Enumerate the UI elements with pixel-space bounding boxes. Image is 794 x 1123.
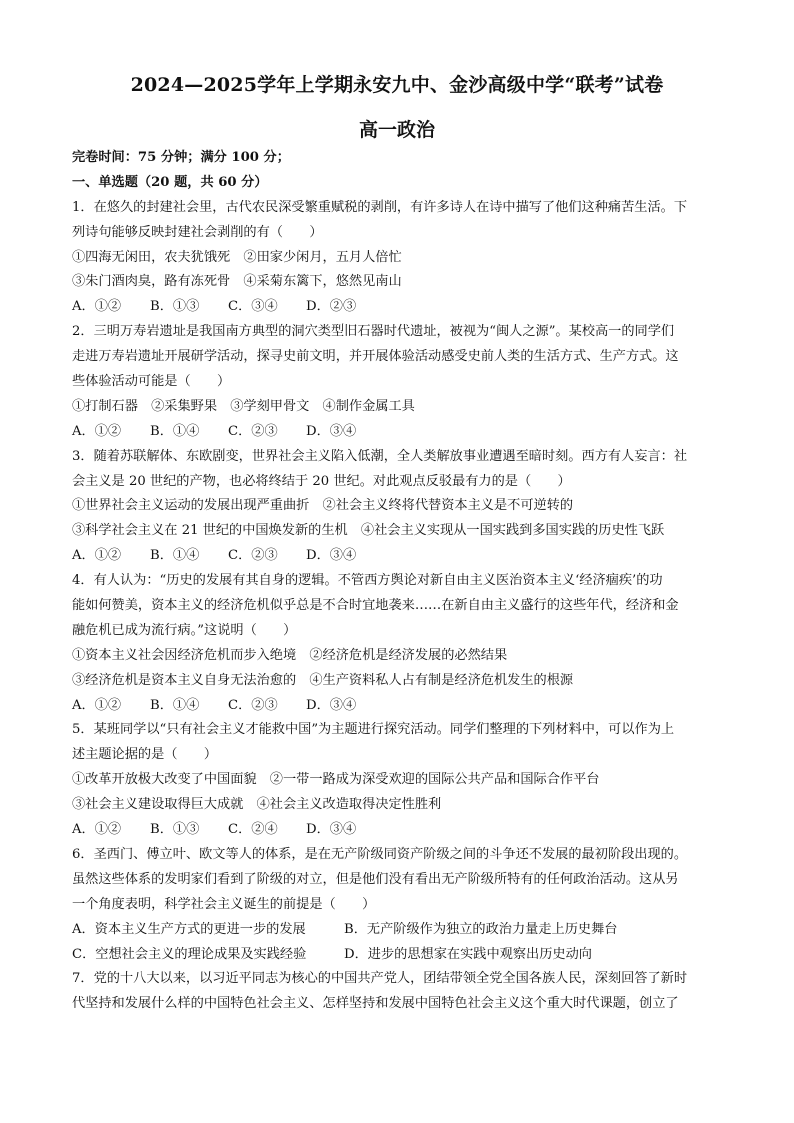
question-stem-line: 能如何赞美，资本主义的经济危机似乎总是不合时宜地袭来……在新自由主义盛行的这些年代，经济和金 — [72, 598, 679, 614]
subject-title: 高一政治 — [358, 119, 435, 141]
options-row — [72, 295, 734, 320]
question-stem-line: 列诗句能够反映封建社会剥削的有（ ） — [72, 224, 323, 240]
options-row — [72, 818, 734, 843]
question-2 — [72, 320, 734, 444]
option-b: B．①④ — [150, 548, 200, 564]
statement-line: ①打制石器 ②采集野果 ③学刻甲骨文 ④制作金属工具 — [72, 398, 415, 414]
question-stem-line: 2．三明万寿岩遗址是我国南方典型的洞穴类型旧石器时代遗址，被视为“闽人之源”。某校高一的同学们 — [72, 324, 675, 340]
question-stem-line: 5．某班同学以“只有社会主义才能救中国”为主题进行探究活动。同学们整理的下列材料中，可以作为上 — [72, 722, 675, 738]
question-1 — [72, 196, 734, 320]
options-row — [72, 420, 734, 445]
option-a: A．①② — [72, 299, 122, 315]
question-stem-line: 些体验活动可能是（ ） — [72, 374, 231, 390]
question-stem-line: 1．在悠久的封建社会里，古代农民深受繁重赋税的剥削，有许多诗人在诗中描写了他们这种痛苦生活。下 — [72, 199, 688, 215]
options-row — [72, 694, 734, 719]
question-7 — [72, 967, 734, 1017]
option-d: D．进步的思想家在实践中观察出历史动向 — [344, 946, 592, 962]
option-c: C．②③ — [228, 697, 278, 713]
exam-body — [72, 146, 734, 1017]
option-a: A．①② — [72, 822, 122, 838]
option-b: B．①④ — [150, 423, 200, 439]
statement-line: ①资本主义社会因经济危机而步入绝境 ②经济危机是经济发展的必然结果 — [72, 647, 508, 663]
option-d: D．③④ — [306, 548, 357, 564]
statement-line: ③朱门酒肉臭，路有冻死骨 ④采菊东篱下，悠然见南山 — [72, 274, 402, 290]
options-row — [72, 943, 734, 968]
exam-info: 完卷时间：75 分钟；满分 100 分； — [72, 150, 290, 165]
option-b: B．①③ — [150, 822, 200, 838]
option-c: C．②③ — [228, 548, 278, 564]
option-d: D．②③ — [306, 299, 357, 315]
statement-line: ①改革开放极大改变了中国面貌 ②一带一路成为深受欢迎的国际公共产品和国际合作平台 — [72, 772, 600, 788]
statement-line: ③社会主义建设取得巨大成就 ④社会主义改造取得决定性胜利 — [72, 797, 442, 813]
statement-line: ③科学社会主义在 21 世纪的中国焕发新的生机 ④社会主义实现从一国实践到多国实践的历史性飞跃 — [72, 523, 665, 539]
question-stem-line: 3．随着苏联解体、东欧剧变，世界社会主义陷入低潮，全人类解放事业遭遇至暗时刻。西方有人妄言：社 — [72, 448, 688, 464]
question-5 — [72, 718, 734, 842]
option-a: A．①② — [72, 697, 122, 713]
question-3 — [72, 445, 734, 569]
statement-line: ③经济危机是资本主义自身无法治愈的 ④生产资料私人占有制是经济危机发生的根源 — [72, 672, 574, 688]
exam-title: 2024—2025学年上学期永安九中、金沙高级中学“联考”试卷 — [130, 74, 664, 96]
option-d: D．③④ — [306, 697, 357, 713]
option-a: A．资本主义生产方式的更进一步的发展 — [72, 921, 306, 937]
option-c: C．②③ — [228, 423, 278, 439]
statement-line: ①四海无闲田，农夫犹饿死 ②田家少闲月，五月人倍忙 — [72, 249, 402, 265]
option-c: C．空想社会主义的理论成果及实践经验 — [72, 946, 307, 962]
question-stem-line: 一个角度表明，科学社会主义诞生的前提是（ ） — [72, 896, 376, 912]
option-a: A．①② — [72, 423, 122, 439]
statement-line: ①世界社会主义运动的发展出现严重曲折 ②社会主义终将代替资本主义是不可逆转的 — [72, 498, 574, 514]
question-stem-line: 代坚持和发展什么样的中国特色社会主义、怎样坚持和发展中国特色社会主义这个重大时代课题，创立了 — [72, 996, 679, 1012]
question-stem-line: 虽然这些体系的发明家们看到了阶级的对立，但是他们没有看出无产阶级所特有的任何政治活动。这从另 — [72, 871, 679, 887]
question-stem-line: 走进万寿岩遗址开展研学活动，探寻史前文明，并开展体验活动感受史前人类的生活方式、生产方式。这 — [72, 349, 679, 365]
question-4 — [72, 569, 734, 718]
option-c: C．③④ — [228, 299, 278, 315]
question-6 — [72, 843, 734, 967]
question-stem-line: 7．党的十八大以来，以习近平同志为核心的中国共产党人，团结带领全党全国各族人民，深刻回答了新时 — [72, 971, 688, 987]
option-d: D．③④ — [306, 822, 357, 838]
question-stem-line: 融危机已成为流行病。”这说明（ ） — [72, 622, 297, 638]
options-row — [72, 544, 734, 569]
option-a: A．①② — [72, 548, 122, 564]
option-b: B．无产阶级作为独立的政治力量走上历史舞台 — [344, 921, 618, 937]
question-stem-line: 述主题论据的是（ ） — [72, 747, 218, 763]
option-b: B．①③ — [150, 299, 200, 315]
question-stem-line: 会主义是 20 世纪的产物，也必将终结于 20 世纪。对此观点反驳最有力的是（ ） — [72, 473, 571, 489]
question-stem-line: 4．有人认为：“历史的发展有其自身的逻辑。不管西方舆论对新自由主义医治资本主义‘经济痼疾’的功 — [72, 573, 663, 589]
options-row — [72, 918, 734, 943]
option-d: D．③④ — [306, 423, 357, 439]
option-c: C．②④ — [228, 822, 278, 838]
section-title: 一、单选题（20 题，共 60 分） — [72, 174, 268, 190]
question-stem-line: 6．圣西门、傅立叶、欧文等人的体系，是在无产阶级同资产阶级之间的斗争还不发展的最初阶段出现的。 — [72, 846, 688, 862]
option-b: B．①④ — [150, 697, 200, 713]
